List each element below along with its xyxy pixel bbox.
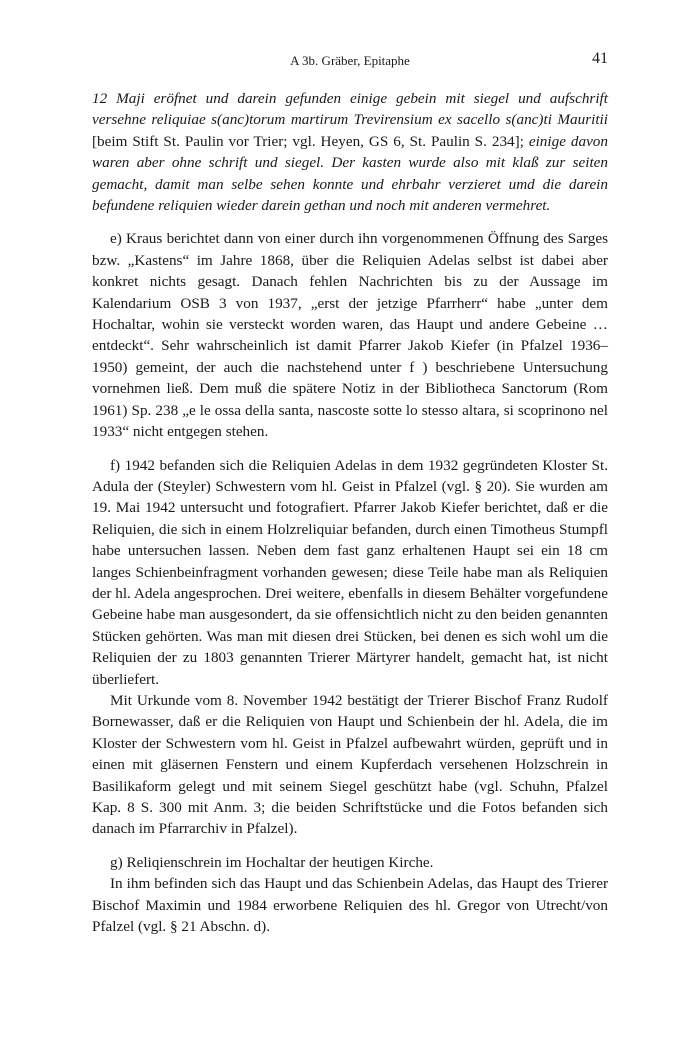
quote-roman: [beim Stift St. Paulin vor Trier; vgl. Heyen, GS 6, St. Paulin S. 234];: [92, 132, 529, 150]
running-header: [92, 50, 608, 72]
running-title: A 3b. Gräber, Epitaphe: [290, 53, 410, 68]
page-number: 41: [592, 50, 608, 67]
paragraph-f: f) 1942 befanden sich die Reliquien Adelas in dem 1932 gegründeten Kloster St. Adula der (Steyler) Schwestern vom hl. Geist in Pfalzel (vgl. § 20). Sie wurden am 19. Mai 1942 untersucht und fotografiert. Pfarrer Jakob Kiefer berichtet, daß er die Reliquien, die sich in einem Holzreliquiar befanden, durch einen Timotheus Stumpfl habe untersuchen lassen. Neben dem fast ganz erhaltenen Haupt sei ein 18 cm langes Schienbeinfragment vorhanden gewesen; diese Teile habe man als Reliquien der hl. Adela angesprochen. Drei weitere, ebenfalls in diesem Behälter vorgefundene Gebeine habe man ausgesondert, da sie offensichtlich nicht zu den beiden genannten Stücken gehörten. Was man mit diesen drei Stücken, bei denen es sich wohl um die Reliquien der zu 1803 genannten Trierer Märtyrer handelt, gemacht hat, ist nicht überliefert.: [92, 456, 608, 688]
paragraph-g: g) Reliqienschrein im Hochaltar der heutigen Kirche.: [110, 853, 434, 871]
body-text: [92, 88, 608, 937]
paragraph-g-continued: In ihm befinden sich das Haupt und das Schienbein Adelas, das Haupt des Trierer Bischof Maximin und 1984 erworbene Reliquien des hl. Gregor von Utrecht/von Pfalzel (vgl. § 21 Abschn. d).: [92, 875, 608, 936]
quote-paragraph: [92, 88, 608, 216]
paragraph-f-continued: Mit Urkunde vom 8. November 1942 bestätigt der Trierer Bischof Franz Rudolf Bornewasser, daß er die Reliquien von Haupt und Schienbein der hl. Adela, die im Kloster der Schwestern vom hl. Geist in Pfalzel aufbewahrt würden, geprüft und in einen mit gläsernen Fenstern und einem Kupferdach versehenen Holzschrein in Basilikaform gelegt und mit seinem Siegel geschützt habe (vgl. Schuhn, Pfalzel Kap. 8 S. 300 mit Anm. 3; die beiden Schriftstücke und die Fotos befanden sich danach im Pfarrarchiv in Pfalzel).: [92, 691, 608, 838]
quote-italic-2: einige davon waren aber ohne schrift und siegel. Der kasten wurde also mit klaß zur seiten gemacht, damit man selbe sehen konnte und ehrbahr verzieret umd die darein befundene reliquien wieder darein gethan und noch mit anderen vermehret.: [92, 132, 608, 215]
paragraph-e: e) Kraus berichtet dann von einer durch ihn vorgenommenen Öffnung des Sarges bzw. „Kastens“ im Jahre 1868, über die Reliquien Adelas selbst ist dabei aber konkret nichts gesagt. Danach fehlen Nachrichten bis zu der Aussage im Kalendarium OSB 3 von 1937, „erst der jetzige Pfarrherr“ habe „unter dem Hochaltar, wohin sie versteckt worden waren, das Haupt und andere Gebeine … entdeckt“. Sehr wahrscheinlich ist damit Pfarrer Jakob Kiefer (in Pfalzel 1936–1950) gemeint, der auch die nachstehend unter f ) beschriebene Untersuchung vornehmen ließ. Dem muß die spätere Notiz in der Bibliotheca Sanctorum (Rom 1961) Sp. 238 „e le ossa della santa, nascoste sotte lo stesso altara, si scoprinono nel 1933“ nicht entgegen stehen.: [92, 230, 608, 441]
quote-italic-1: 12 Maji eröfnet und darein gefunden einige gebein mit siegel und aufschrift versehne reliquiae s(anc)torum martirum Trevirensium ex sacello s(anc)ti Mauritii: [92, 90, 608, 129]
